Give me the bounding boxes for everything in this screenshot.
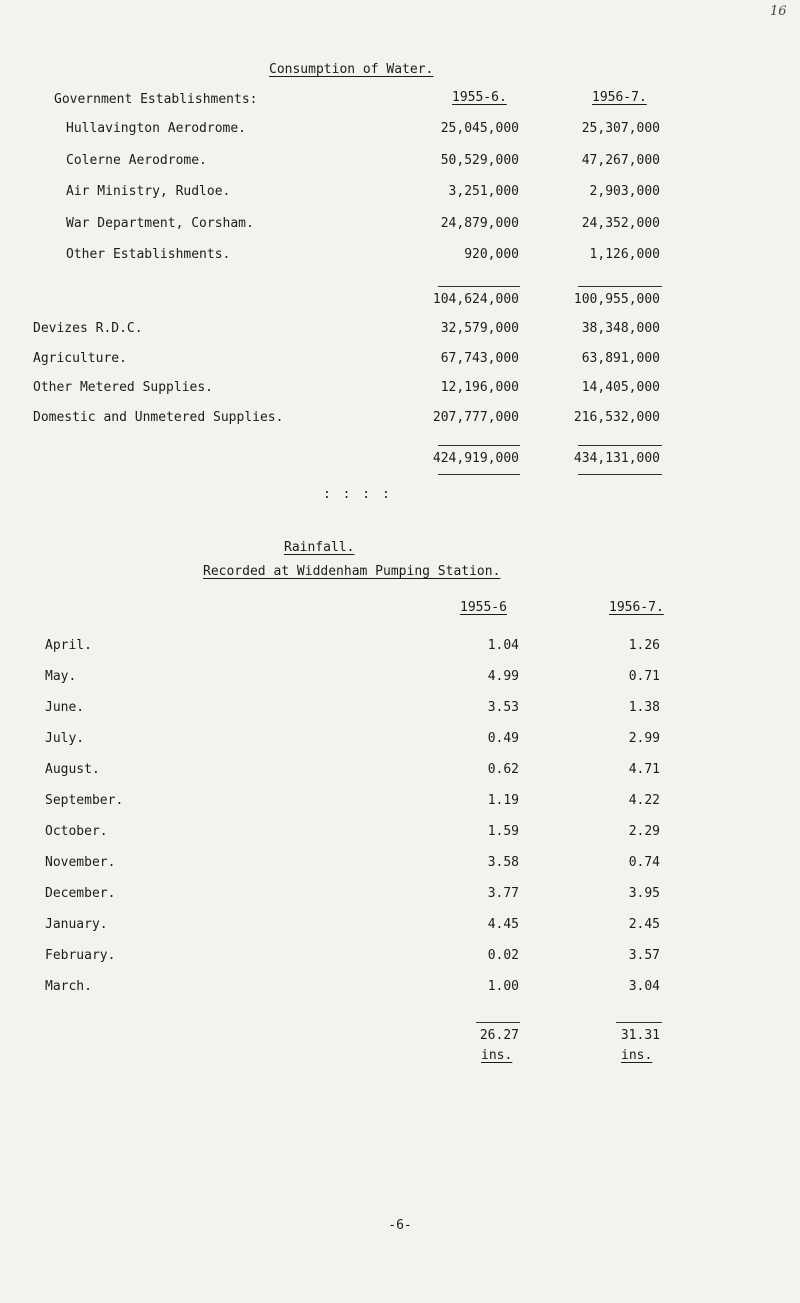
other-consumption-value-1955: 12,196,000 bbox=[440, 380, 519, 395]
rainfall-row bbox=[0, 669, 800, 687]
consumption-row bbox=[0, 153, 800, 171]
subtotal-1955: 104,624,000 bbox=[432, 292, 519, 307]
consumption-value-1956: 1,126,000 bbox=[589, 247, 660, 262]
rainfall-row bbox=[0, 731, 800, 749]
rainfall-total-1955: 26.27 bbox=[479, 1028, 519, 1043]
rainfall-row-label: January. bbox=[45, 917, 108, 932]
rainfall-value-1956: 2.29 bbox=[628, 824, 660, 839]
rainfall-value-1955: 0.02 bbox=[487, 948, 519, 963]
other-consumption-value-1956: 63,891,000 bbox=[581, 350, 660, 366]
rainfall-total-rule-2 bbox=[616, 1022, 662, 1023]
rainfall-row bbox=[0, 793, 800, 811]
rainfall-row bbox=[0, 762, 800, 780]
consumption-value-1955: 920,000 bbox=[464, 247, 519, 262]
rainfall-row-label: February. bbox=[45, 948, 116, 963]
other-consumption-row-label: Domestic and Unmetered Supplies. bbox=[33, 409, 284, 425]
consumption-value-1956: 25,307,000 bbox=[581, 121, 660, 136]
rainfall-value-1955: 0.62 bbox=[487, 762, 519, 777]
rainfall-unit-1956: ins. bbox=[621, 1048, 653, 1063]
other-consumption-value-1955: 207,777,000 bbox=[432, 409, 519, 425]
corner-page-mark: 16 bbox=[770, 4, 787, 19]
other-consumption-row-label: Devizes R.D.C. bbox=[33, 321, 143, 336]
consumption-row bbox=[0, 184, 800, 202]
consumption-row-label: Air Ministry, Rudloe. bbox=[66, 184, 231, 199]
rainfall-value-1955: 3.58 bbox=[487, 855, 519, 870]
rainfall-row bbox=[0, 855, 800, 873]
rainfall-row-label: December. bbox=[45, 886, 116, 901]
rainfall-value-1956: 3.57 bbox=[628, 948, 660, 963]
rainfall-row bbox=[0, 700, 800, 718]
consumption-total-row bbox=[0, 451, 800, 469]
consumption-row-label: Colerne Aerodrome. bbox=[66, 152, 207, 168]
rainfall-value-1956: 0.74 bbox=[628, 855, 660, 870]
rainfall-row bbox=[0, 948, 800, 966]
rainfall-col2-header: 1956-7. bbox=[609, 600, 664, 615]
rainfall-value-1955: 3.53 bbox=[487, 700, 519, 715]
subtotal-rule-1 bbox=[438, 286, 520, 287]
total-underline-1 bbox=[438, 474, 520, 475]
rainfall-value-1956: 3.04 bbox=[628, 979, 660, 994]
consumption-value-1956: 24,352,000 bbox=[581, 215, 660, 231]
consumption-value-1956: 47,267,000 bbox=[581, 152, 660, 168]
other-consumption-value-1956: 216,532,000 bbox=[573, 409, 660, 425]
rainfall-value-1956: 4.22 bbox=[628, 793, 660, 808]
other-consumption-value-1956: 38,348,000 bbox=[581, 321, 660, 336]
rainfall-row-label: August. bbox=[45, 762, 100, 777]
rainfall-subtitle: Recorded at Widdenham Pumping Station. bbox=[203, 564, 501, 579]
consumption-value-1955: 50,529,000 bbox=[440, 152, 519, 168]
subtotal-1956: 100,955,000 bbox=[573, 292, 660, 307]
rainfall-row-label: May. bbox=[45, 669, 77, 684]
rainfall-value-1956: 4.71 bbox=[628, 762, 660, 777]
rainfall-value-1956: 0.71 bbox=[628, 669, 660, 684]
page-number: -6- bbox=[388, 1218, 412, 1233]
government-establishments-label: Government Establishments: bbox=[54, 92, 258, 107]
rainfall-row-label: July. bbox=[45, 731, 85, 746]
consumption-value-1956: 2,903,000 bbox=[589, 184, 660, 199]
rainfall-value-1955: 0.49 bbox=[487, 731, 519, 746]
consumption-row-label: Other Establishments. bbox=[66, 247, 231, 262]
rainfall-value-1955: 4.99 bbox=[487, 669, 519, 684]
rainfall-total-1956: 31.31 bbox=[620, 1028, 660, 1043]
rainfall-value-1956: 2.45 bbox=[628, 917, 660, 932]
rainfall-total-row bbox=[0, 1028, 800, 1046]
other-consumption-value-1955: 32,579,000 bbox=[440, 321, 519, 336]
rainfall-row bbox=[0, 886, 800, 904]
rainfall-row-label: November. bbox=[45, 855, 116, 870]
rainfall-value-1956: 2.99 bbox=[628, 731, 660, 746]
rainfall-row-label: June. bbox=[45, 700, 85, 715]
rainfall-value-1956: 1.38 bbox=[628, 700, 660, 715]
rainfall-value-1955: 3.77 bbox=[487, 886, 519, 901]
total-rule-2 bbox=[578, 445, 662, 446]
other-consumption-row-label: Agriculture. bbox=[33, 350, 127, 366]
rainfall-row bbox=[0, 638, 800, 656]
rainfall-row-label: March. bbox=[45, 979, 92, 994]
rainfall-value-1956: 3.95 bbox=[628, 886, 660, 901]
consumption-row bbox=[0, 247, 800, 265]
consumption-value-1955: 25,045,000 bbox=[440, 121, 519, 136]
total-rule-1 bbox=[438, 445, 520, 446]
rainfall-row bbox=[0, 917, 800, 935]
rainfall-row-label: October. bbox=[45, 824, 108, 839]
rainfall-row bbox=[0, 824, 800, 842]
rainfall-value-1955: 4.45 bbox=[487, 917, 519, 932]
rainfall-title: Rainfall. bbox=[284, 540, 355, 555]
other-consumption-value-1955: 67,743,000 bbox=[440, 350, 519, 366]
other-consumption-row-label: Other Metered Supplies. bbox=[33, 380, 214, 395]
total-1956: 434,131,000 bbox=[573, 451, 660, 466]
rainfall-value-1956: 1.26 bbox=[628, 638, 660, 653]
rainfall-value-1955: 1.19 bbox=[487, 793, 519, 808]
other-consumption-value-1956: 14,405,000 bbox=[581, 380, 660, 395]
consumption-value-1955: 24,879,000 bbox=[440, 215, 519, 231]
consumption-row bbox=[0, 121, 800, 139]
rainfall-value-1955: 1.04 bbox=[487, 638, 519, 653]
rainfall-total-rule-1 bbox=[476, 1022, 520, 1023]
rainfall-value-1955: 1.00 bbox=[487, 979, 519, 994]
consumption-row-label: War Department, Corsham. bbox=[66, 215, 254, 231]
rainfall-unit-1955: ins. bbox=[481, 1048, 513, 1063]
other-consumption-row bbox=[0, 351, 800, 369]
consumption-title: Consumption of Water. bbox=[269, 62, 434, 77]
total-underline-2 bbox=[578, 474, 662, 475]
total-1955: 424,919,000 bbox=[432, 451, 519, 466]
consumption-col2-header: 1956-7. bbox=[592, 90, 647, 105]
other-consumption-row bbox=[0, 380, 800, 398]
subtotal-rule-2 bbox=[578, 286, 662, 287]
consumption-row-label: Hullavington Aerodrome. bbox=[66, 121, 247, 136]
consumption-col1-header: 1955-6. bbox=[452, 90, 507, 105]
consumption-row bbox=[0, 216, 800, 234]
other-consumption-row bbox=[0, 410, 800, 428]
rainfall-value-1955: 1.59 bbox=[487, 824, 519, 839]
rainfall-row-label: April. bbox=[45, 638, 92, 653]
rainfall-row bbox=[0, 979, 800, 997]
rainfall-row-label: September. bbox=[45, 793, 124, 808]
rainfall-col1-header: 1955-6 bbox=[460, 600, 507, 615]
section-separator: : : : : bbox=[323, 487, 392, 502]
consumption-subtotal-row bbox=[0, 292, 800, 310]
other-consumption-row bbox=[0, 321, 800, 339]
consumption-value-1955: 3,251,000 bbox=[448, 184, 519, 199]
